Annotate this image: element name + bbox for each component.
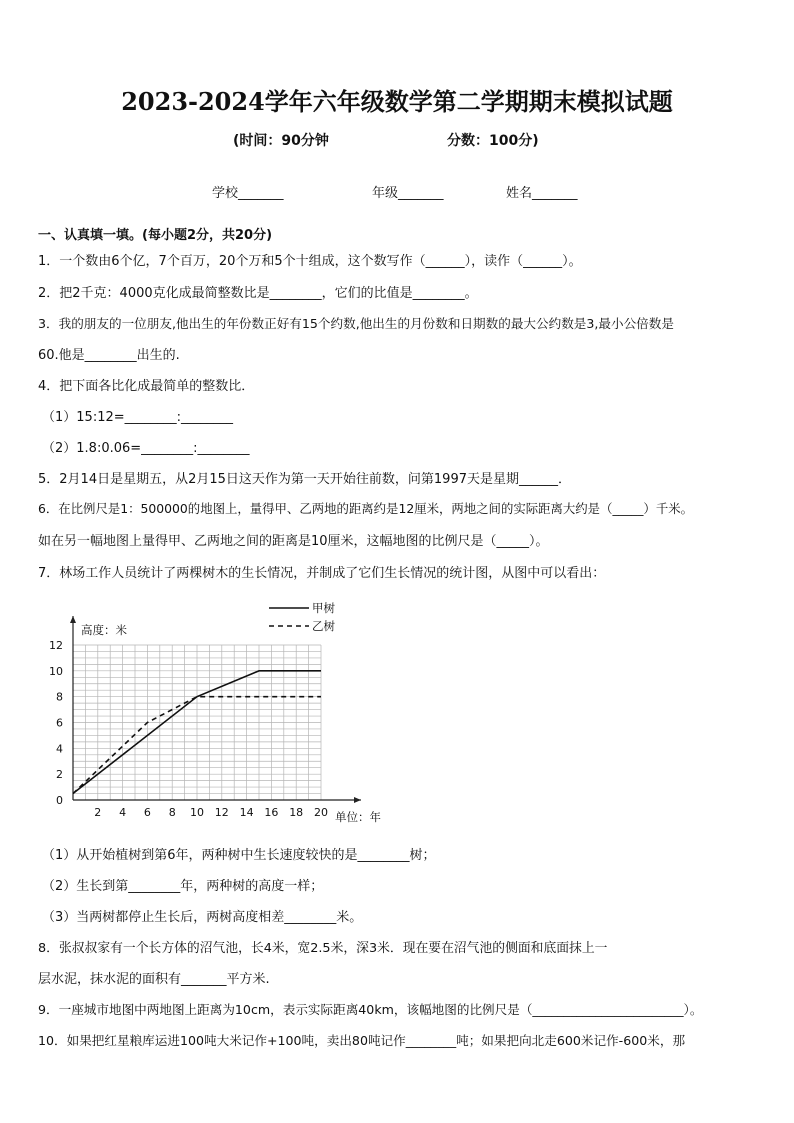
score-label: 分数：100分) (447, 133, 539, 149)
name-field: 姓名_______ (506, 186, 578, 201)
x-tick-label: 12 (214, 806, 229, 819)
y-tick-label: 0 (56, 794, 63, 807)
x-tick-label: 8 (168, 806, 176, 819)
question-4-part-2: （2）1.8:0.06=________:________ (42, 441, 250, 456)
question-8-line-2: 层水泥，抹水泥的面积有_______平方米. (38, 972, 270, 987)
question-4-part-1: （1）15:12=________:________ (42, 410, 234, 425)
question-2: 2．把2千克：4000克化成最简整数比是________，它们的比值是________。 (38, 286, 478, 301)
growth-line-chart (40, 598, 400, 830)
question-7-part-2: （2）生长到第________年，两种树的高度一样； (42, 879, 324, 894)
y-tick-label: 10 (49, 664, 63, 678)
grade-field: 年级_______ (372, 186, 444, 201)
school-field: 学校_______ (212, 186, 284, 201)
question-4: 4．把下面各比化成最简单的整数比． (38, 379, 255, 394)
y-tick-label: 4 (56, 742, 63, 756)
y-axis-title: 高度：米 (81, 623, 127, 637)
y-axis-arrow (70, 616, 76, 623)
section-heading: 一、认真填一填。(每小题2分，共20分) (38, 228, 273, 243)
y-tick-label: 8 (56, 690, 63, 704)
question-3-line-2: 60.他是________出生的. (38, 348, 180, 363)
x-tick-label: 4 (119, 806, 127, 819)
x-tick-label: 6 (143, 806, 151, 819)
x-tick-label: 20 (314, 806, 328, 819)
x-tick-label: 2 (94, 806, 102, 819)
x-axis-arrow (354, 797, 361, 803)
question-7-part-1: （1）从开始植树到第6年，两种树中生长速度较快的是________树； (42, 848, 436, 863)
page-title: 2023-2024学年六年级数学第二学期期末模拟试题 (121, 87, 673, 116)
y-tick-label: 2 (56, 768, 63, 782)
question-8-line-1: 8．张叔叔家有一个长方体的沼气池，长4米，宽2.5米，深3米．现在要在沼气池的侧面和底面抹上一 (38, 941, 608, 956)
question-6-line-2: 如在另一幅地图上量得甲、乙两地之间的距离是10厘米，这幅地图的比例尺是（_____）。 (38, 534, 549, 549)
x-tick-label: 14 (239, 806, 254, 819)
x-axis-title: 单位：年 (335, 810, 381, 824)
question-5: 5．2月14日是星期五，从2月15日这天作为第一天开始往前数，问第1997天是星期______． (38, 472, 571, 487)
y-tick-label: 12 (49, 639, 63, 652)
question-9: 9．一座城市地图中两地图上距离为10cm，表示实际距离40km，该幅地图的比例尺是（________________________）。 (38, 1002, 703, 1017)
x-tick-label: 16 (264, 806, 279, 819)
question-7: 7．林场工作人员统计了两棵树木的生长情况，并制成了它们生长情况的统计图，从图中可以看出： (38, 566, 606, 581)
time-label: (时间：90分钟 (233, 133, 329, 149)
x-tick-label: 18 (289, 806, 304, 819)
y-tick-label: 6 (56, 716, 63, 730)
legend-label-1: 甲树 (312, 601, 335, 615)
question-6-line-1: 6．在比例尺是1：500000的地图上，量得甲、乙两地的距离约是12厘米，两地之间的实际距离大约是（_____）千米。 (38, 501, 693, 516)
legend-label-2: 乙树 (312, 619, 335, 633)
question-10: 10．如果把红星粮库运进100吨大米记作+100吨，卖出80吨记作________吨；如果把向北走600米记作-600米，那 (38, 1033, 686, 1048)
question-1: 1．一个数由6个亿，7个百万，20个万和5个十组成，这个数写作（______），读作（______）。 (38, 254, 582, 269)
x-tick-label: 10 (190, 806, 204, 819)
question-3-line-1: 3．我的朋友的一位朋友,他出生的年份数正好有15个约数,他出生的月份数和日期数的最大公约数是3,最小公倍数是 (38, 316, 674, 331)
question-7-part-3: （3）当两树都停止生长后，两树高度相差________米。 (42, 910, 363, 925)
